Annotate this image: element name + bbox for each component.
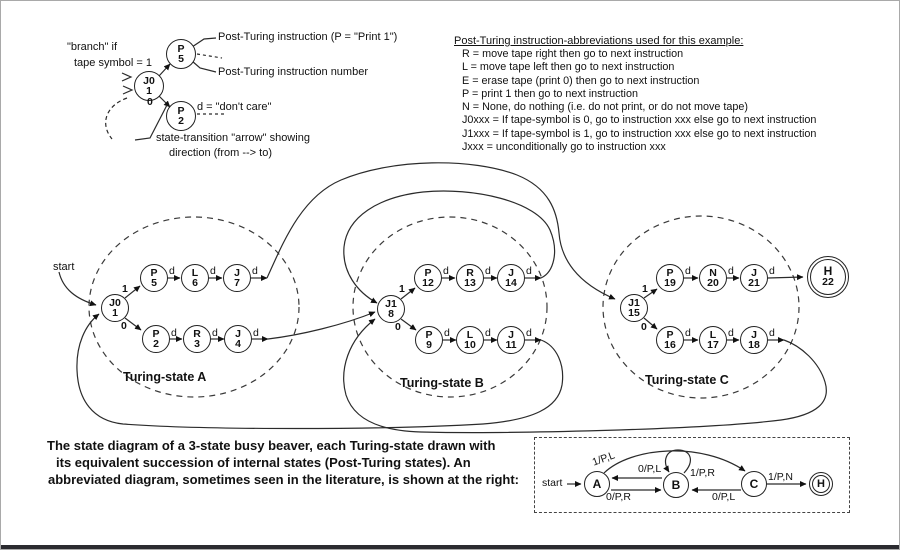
node-letter: B [671,478,681,492]
node-p16 [656,326,684,354]
node-number: 1 [146,85,152,97]
node-j14 [497,264,525,292]
node-n20 [699,264,727,292]
abbrev-node-c [741,471,767,497]
legend-item-e: E = erase tape (print 0) then go to next instruction [462,74,700,87]
node-number: 10 [464,339,476,351]
d-label: d [728,265,734,277]
d-label: d [444,327,450,339]
note-arrow-line2: direction (from --> to) [169,147,272,159]
node-letter: R [466,267,474,279]
edge-a-to-c [604,451,745,473]
d-label: d [212,327,218,339]
node-number: 5 [178,53,184,65]
abbrev-edge-b-self-label: 1/P,R [690,467,715,479]
node-letter: J [235,328,241,340]
node-j21 [740,264,768,292]
legend-item-l: L = move tape left then go to next instruction [462,61,675,74]
node-letter: J [508,267,514,279]
d-label: d [210,265,216,277]
node-number: 18 [748,339,760,351]
node-number: 5 [151,277,157,289]
abbrev-edge-a-to-b-label: 0/P,R [606,491,631,503]
node-p19 [656,264,684,292]
node-number: 3 [194,338,200,350]
note-instruction: Post-Turing instruction (P = "Print 1") [218,31,398,43]
node-l6 [181,264,209,292]
d-label: d [526,327,532,339]
branch-0-label: 0 [641,321,647,333]
d-label: d [685,327,691,339]
node-letter: H [823,264,833,278]
legend-item-jxxx: Jxxx = unconditionally go to instruction xxx [462,141,666,154]
state-a-label: Turing-state A [123,370,207,384]
edge-b-self-loop [666,450,691,473]
start-label: start [53,261,75,273]
node-letter: P [424,267,432,279]
branch-1-label: 1 [642,283,648,295]
node-letter: R [193,328,201,340]
node-p9 [415,326,443,354]
node-number: 14 [505,277,517,289]
node-number: 4 [235,338,241,350]
caption-line1: The state diagram of a 3-state busy beaver, each Turing-state drawn with [47,438,496,453]
d-label: d [769,265,775,277]
node-number: 19 [664,277,676,289]
d-label: d [169,265,175,277]
branch-note-line1: "branch" if [67,41,117,53]
node-letter: P [666,267,674,279]
abbrev-start-label: start [542,477,563,489]
node-letter: H [817,478,825,490]
d-label: d [769,327,775,339]
node-j4 [224,325,252,353]
node-h22-halt [807,256,849,298]
node-number: 17 [707,339,719,351]
node-l10 [456,326,484,354]
state-b-label: Turing-state B [400,376,484,390]
node-number: 2 [153,338,159,350]
node-number: 11 [505,339,517,351]
legend-node-p2 [166,101,196,131]
legend-item-r: R = move tape right then go to next instruction [462,48,684,60]
node-letter: L [466,329,474,341]
abbrev-node-h-halt [809,472,833,496]
node-letter: J0 [109,297,121,309]
node-letter: P [666,329,674,341]
d-label: d [171,327,177,339]
note-arrow-line1: state-transition "arrow" showing [156,132,310,144]
node-j1-8 [377,295,405,323]
node-p12 [414,264,442,292]
branch-0-label: 0 [121,320,127,332]
note-instruction-number: Post-Turing instruction number [218,66,368,78]
node-j1-15 [620,294,648,322]
abbrev-edge-a-to-c-label: 1/P,L [590,449,617,469]
d-label: d [685,265,691,277]
legend-item-j0xxx: J0xxx = If tape-symbol is 0, go to instruction xxx else go to next instruction [462,114,817,127]
d-label: d [728,327,734,339]
d-label: d [526,265,532,277]
node-letter: P [177,105,185,117]
d-label: d [485,265,491,277]
node-l17 [699,326,727,354]
legend-item-p: P = print 1 then go to next instruction [462,87,638,100]
node-letter: J0 [143,75,155,87]
node-p5 [140,264,168,292]
node-number: 2 [178,115,184,127]
legend-item-n: N = None, do nothing (i.e. do not print, or do not move tape) [462,101,748,114]
node-p2 [142,325,170,353]
instruction-legend [454,35,816,154]
node-letter: N [709,267,717,279]
node-letter: L [709,329,717,341]
legend-node-p5 [166,39,196,69]
node-number: 1 [112,307,118,319]
branch-1-label: 1 [399,283,405,295]
abbrev-edge-c-to-b-label: 0/P,L [712,491,736,503]
abbrev-edge-c-to-h-label: 1/P,N [768,471,793,483]
node-letter: J1 [628,297,640,309]
legend-item-j1xxx: J1xxx = If tape-symbol is 1, go to instruction xxx else go to next instruction [462,127,817,140]
node-r13 [456,264,484,292]
branch-0-label: 0 [395,321,401,333]
abbrev-edge-b-to-a-label: 0/P,L [638,463,662,475]
abbrev-node-b [663,472,689,498]
node-letter: P [177,43,185,55]
node-number: 9 [426,339,432,351]
node-letter: J [234,267,240,279]
node-j18 [740,326,768,354]
d-label: d [253,327,259,339]
bottom-frame-bar [1,545,899,549]
node-number: 20 [707,277,719,289]
legend-zero-label: 0 [147,96,153,108]
node-letter: L [191,267,199,279]
d-label: d [252,265,258,277]
node-number: 21 [748,277,760,289]
node-letter: J [508,329,514,341]
caption-line2: its equivalent succession of internal states (Post-Turing states). An [56,455,471,470]
node-r3 [183,325,211,353]
node-number: 6 [192,277,198,289]
node-number: 16 [664,339,676,351]
node-letter: J1 [385,298,397,310]
node-number: 15 [628,307,640,319]
node-letter: C [749,477,759,491]
branch-1-label: 1 [122,283,128,295]
node-letter: J [751,267,757,279]
node-letter: P [150,267,158,279]
d-label: d [485,327,491,339]
node-number: 22 [822,276,834,288]
node-number: 8 [388,308,394,320]
note-dont-care: d = "don't care" [197,101,272,113]
node-number: 12 [422,277,434,289]
caption-line3: abbreviated diagram, sometimes seen in the literature, is shown at the right: [48,472,520,487]
node-letter: A [592,477,602,491]
node-j7 [223,264,251,292]
node-number: 7 [234,277,240,289]
node-letter: P [152,328,160,340]
state-c-label: Turing-state C [645,373,729,387]
node-j0-1 [101,294,129,322]
node-letter: J [751,329,757,341]
instruction-legend-title: Post-Turing instruction-abbreviations used for this example: [454,35,744,47]
node-j11 [497,326,525,354]
node-number: 13 [464,277,476,289]
d-label: d [443,265,449,277]
node-letter: P [425,329,433,341]
branch-note-line2: tape symbol = 1 [74,57,152,69]
